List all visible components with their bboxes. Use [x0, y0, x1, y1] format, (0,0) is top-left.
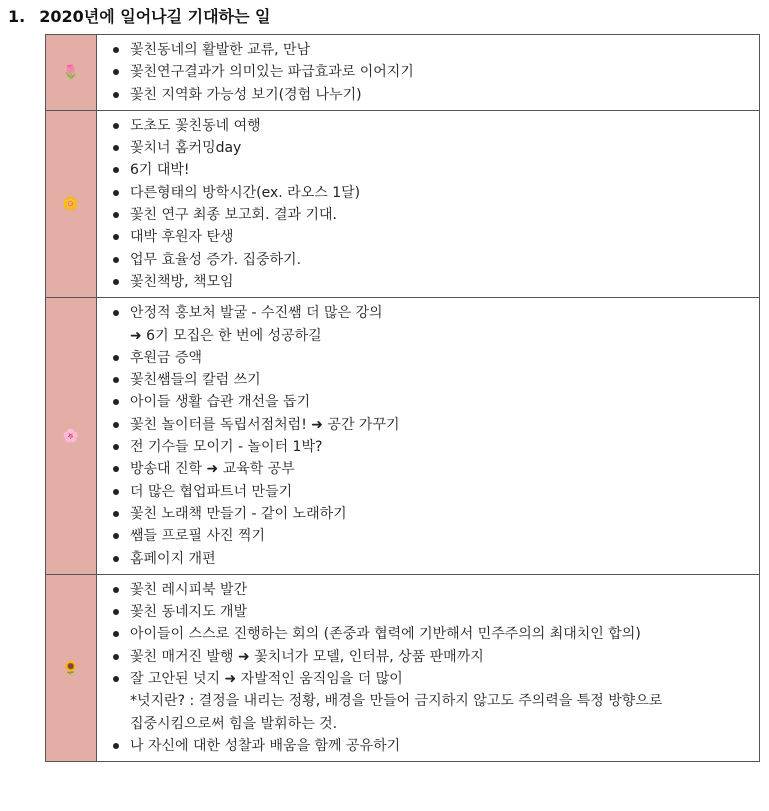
list-item: 전 기수들 모이기 - 놀이터 1박? [111, 436, 759, 458]
list-item: 업무 효율성 증가. 집중하기. [111, 249, 759, 271]
list-item: 잘 고안된 넛지 ➜ 자발적인 움직임을 더 많이 [111, 668, 759, 690]
list-item: 안정적 홍보처 발굴 - 수진쌤 더 많은 강의 [111, 302, 759, 324]
sunflower-icon: 🌻 [62, 661, 80, 677]
section-heading [8, 4, 270, 27]
list-item: 꽃친쌤들의 칼럼 쓰기 [111, 369, 759, 391]
list-item: 꽃친 동네지도 개발 [111, 601, 759, 623]
content-cell [97, 574, 760, 761]
bullet-list [111, 579, 759, 757]
list-item-continuation: *넛지란? : 결정을 내리는 정황, 배경을 만들어 금지하지 않고도 주의력을 특정 방향으로 [130, 693, 663, 710]
list-item: 더 많은 협업파트너 만들기 [111, 481, 759, 503]
list-item: 꽃친 레시피북 발간 [111, 579, 759, 601]
tulip-icon: 🌷 [62, 65, 80, 81]
bullet-list [111, 115, 759, 293]
heading-title: 2020년에 일어나길 기대하는 일 [39, 7, 271, 26]
list-item: 꽃친 지역화 가능성 보기(경험 나누기) [111, 84, 759, 106]
list-item: 쌤들 프로필 사진 찍기 [111, 525, 759, 547]
list-item: 꽃치너 홈커밍day [111, 137, 759, 159]
content-cell [97, 35, 760, 111]
list-item: 후원금 증액 [111, 347, 759, 369]
list-item: 아이들 생활 습관 개선을 돕기 [111, 391, 759, 413]
heading-number: 1. [8, 7, 26, 26]
list-item: 꽃친책방, 책모임 [111, 271, 759, 293]
table-row [46, 35, 760, 111]
content-cell [97, 110, 760, 297]
list-item: 꽃친연구결과가 의미있는 파급효과로 이어지기 [111, 61, 759, 83]
list-item: 나 자신에 대한 성찰과 배움을 함께 공유하기 [111, 735, 759, 757]
list-item: 다른형태의 방학시간(ex. 라오스 1달) [111, 182, 759, 204]
icon-cell [46, 110, 97, 297]
icon-cell [46, 35, 97, 111]
bullet-list [111, 302, 759, 570]
list-item: 꽃친 놀이터를 독립서점처럼! ➜ 공간 가꾸기 [111, 414, 759, 436]
icon-cell [46, 298, 97, 575]
list-item: 도초도 꽃친동네 여행 [111, 115, 759, 137]
bullet-list [111, 39, 759, 106]
expectations-table [45, 34, 760, 762]
list-item: 꽃친 연구 최종 보고회. 결과 기대. [111, 204, 759, 226]
list-item: 6기 대박! [111, 159, 759, 181]
cherry-blossom-icon: 🌸 [62, 429, 80, 445]
icon-cell [46, 574, 97, 761]
table-row [46, 574, 760, 761]
list-item: 아이들이 스스로 진행하는 회의 (존중과 협력에 기반해서 민주주의의 최대치인 합의) [111, 623, 759, 645]
list-item-continuation: ➜ 6기 모집은 한 번에 성공하길 [130, 327, 322, 344]
table-row [46, 110, 760, 297]
table-row [46, 298, 760, 575]
list-item: 꽃친 노래책 만들기 - 같이 노래하기 [111, 503, 759, 525]
list-item: 꽃친동네의 활발한 교류, 만남 [111, 39, 759, 61]
list-item: 홈페이지 개편 [111, 548, 759, 570]
list-item: 방송대 진학 ➜ 교육학 공부 [111, 458, 759, 480]
content-cell [97, 298, 760, 575]
list-item: 꽃친 매거진 발행 ➜ 꽃치너가 모델, 인터뷰, 상품 판매까지 [111, 646, 759, 668]
list-item-continuation: 집중시킴으로써 힘을 발휘하는 것. [130, 715, 338, 732]
list-item: 대박 후원자 탄생 [111, 226, 759, 248]
blossom-icon: 🌼 [62, 197, 80, 213]
